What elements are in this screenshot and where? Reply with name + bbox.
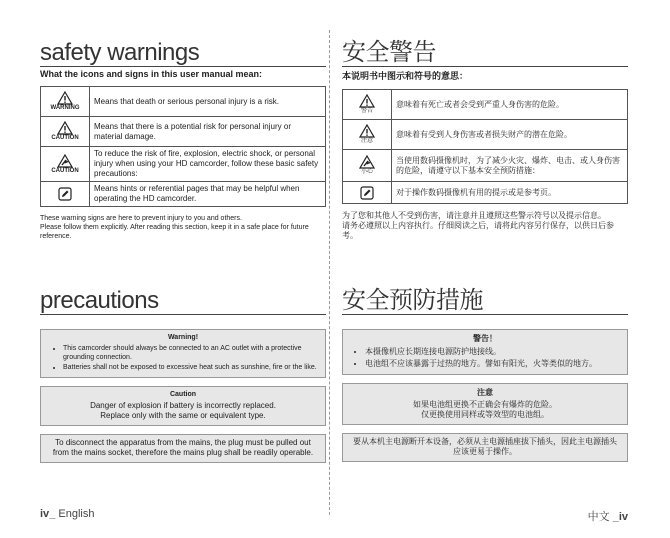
caution-triangle-icon <box>57 121 73 135</box>
note-line: 请务必遵照以上内容执行。仔细阅读之后，请将此内容另行保存，以供日后参考。 <box>342 221 614 240</box>
safety-warnings-title: safety warnings <box>40 39 200 66</box>
table-row <box>343 120 628 150</box>
icon-meaning-table <box>40 86 326 207</box>
shock-hazard-icon <box>57 154 73 168</box>
icons-subtitle: What the icons and signs in this user manual mean: <box>40 69 263 79</box>
title-rule <box>40 314 326 315</box>
row-text: 对于操作数码摄像机有用的提示或是参考页。 <box>392 182 628 204</box>
warning-triangle-icon <box>359 94 375 108</box>
precautions-title: precautions <box>40 287 159 314</box>
column-divider <box>329 30 330 515</box>
warning-heading: 警告！ <box>473 334 497 343</box>
icon-meaning-table-cn <box>342 89 628 204</box>
icon-label: WARNING <box>50 105 80 111</box>
list-item: • This camcorder should always be connected to an AC outlet with a protective grounding connection. <box>63 344 317 362</box>
row-text: Means hints or referential pages that may be helpful when operating the HD camcorder. <box>90 182 326 207</box>
table-row <box>41 87 326 117</box>
icon-label: CAUTION <box>51 167 79 174</box>
page-number: iv <box>618 511 628 523</box>
caution-heading: Caution <box>169 391 197 398</box>
list-item: • 电池组不应该暴露于过热的地方。譬如有阳光，火等类似的地方。 <box>365 358 619 369</box>
caution-box <box>40 386 326 426</box>
table-row <box>41 117 326 147</box>
footer-left: iv_ English <box>40 508 95 520</box>
safety-warnings-title-cn: 安全警告 <box>342 39 436 66</box>
row-text: To reduce the risk of fire, explosion, electric shock, or personal injury when using your HD camcorder, follow these basic safety precautions: <box>90 147 326 182</box>
note-line: 为了您和其他人不受到伤害，请注意并且遵照这些警示符号以及提示信息。 <box>342 211 606 220</box>
title-rule <box>40 66 326 67</box>
precautions-title-cn: 安全预防措施 <box>342 287 483 314</box>
icons-subtitle-cn: 本说明书中图示和符号的意思： <box>342 71 469 81</box>
safety-note <box>40 214 326 241</box>
list-item: • 本摄像机应长期连接电源防护地接线。 <box>365 346 619 357</box>
title-rule <box>342 314 628 315</box>
icon-label: 警告 <box>360 108 373 114</box>
row-text: 意味着有死亡或者会受到严重人身伤害的危险。 <box>392 90 628 120</box>
note-line: These warning signs are here to prevent injury to you and others. <box>40 215 242 222</box>
row-text: 意味着有受到人身伤害或者损失财产的潜在危险。 <box>392 120 628 150</box>
safety-note-cn <box>342 211 628 241</box>
note-line: Please follow them explicitly. After reading this section, keep it in a safe place for future reference. <box>40 224 309 240</box>
page-number: iv <box>40 508 50 520</box>
icon-label: 小心 <box>360 169 373 175</box>
table-row <box>41 147 326 182</box>
caution-line: Replace only with the same or equivalent type. <box>100 411 266 420</box>
title-rule <box>342 66 628 67</box>
note-pencil-icon <box>360 186 374 200</box>
disconnect-box-cn <box>342 433 628 462</box>
disconnect-box <box>40 434 326 463</box>
row-text: Means that death or serious personal injury is a risk. <box>90 87 326 117</box>
disconnect-text: 要从本机主电源断开本设备，必须从主电源插座拔下插头，因此主电源插头应该更易于操作。 <box>353 437 617 456</box>
warning-box <box>40 329 326 378</box>
shock-hazard-icon <box>359 155 375 169</box>
table-row <box>343 150 628 182</box>
warning-box-cn <box>342 329 628 375</box>
icon-label: CAUTION <box>51 135 79 141</box>
warning-triangle-icon <box>57 91 73 105</box>
caution-heading: 注意 <box>477 388 493 397</box>
icon-label: 注意 <box>360 138 373 144</box>
caution-line: Danger of explosion if battery is incorrectly replaced. <box>90 401 276 410</box>
caution-triangle-icon <box>359 124 375 138</box>
warning-heading: Warning! <box>167 334 199 341</box>
caution-line: 仅更换使用同样或等效型的电池组。 <box>421 410 549 419</box>
caution-line: 如果电池组更换不正确会有爆炸的危险。 <box>413 400 557 409</box>
caution-box-cn <box>342 383 628 425</box>
footer-language: English <box>58 508 95 520</box>
disconnect-text: To disconnect the apparatus from the mains, the plug must be pulled out from the mains socket, therefore the mains plug shall be readily operable. <box>52 438 314 457</box>
english-column <box>40 0 326 457</box>
footer-right: 中文 _iv <box>587 511 628 523</box>
chinese-column <box>342 0 628 456</box>
table-row <box>343 182 628 204</box>
table-row <box>41 182 326 207</box>
row-text: Means that there is a potential risk for personal injury or material damage. <box>90 117 326 147</box>
list-item: • Batteries shall not be exposed to excessive heat such as sunshine, fire or the like. <box>63 363 317 372</box>
footer-language: 中文 <box>587 511 610 523</box>
note-pencil-icon <box>58 187 72 201</box>
row-text: 当使用数码摄像机时，为了减少火灾、爆炸、电击、或人身伤害的危险，请遵守以下基本安全预防措施： <box>392 150 628 182</box>
table-row <box>343 90 628 120</box>
